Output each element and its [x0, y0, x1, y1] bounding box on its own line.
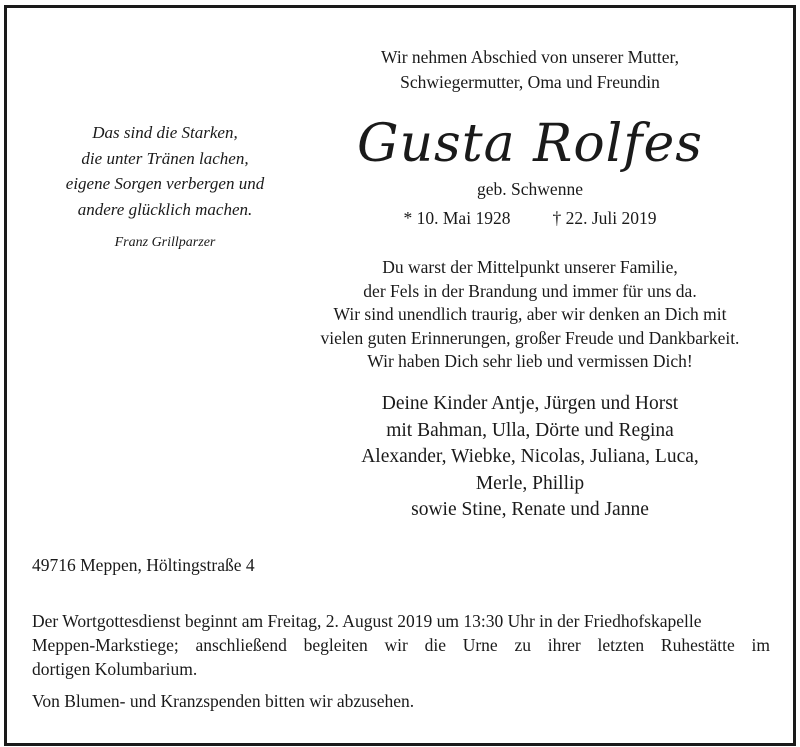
family-line: Deine Kinder Antje, Jürgen und Horst: [381, 393, 679, 414]
birth-name: geb. Schwenne: [477, 179, 583, 199]
service-info: [32, 609, 770, 681]
tribute-line: Wir sind unendlich traurig, aber wir denken an Dich mit: [333, 304, 727, 324]
service-line: Meppen-Markstiege; anschließend begleiten wir die Urne zu ihrer letzten Ruhestätte im: [32, 635, 770, 655]
tribute-line: der Fels in der Brandung und immer für uns da.: [363, 280, 697, 301]
intro-text: [330, 45, 730, 95]
deceased-name: Gusta Rolfes: [357, 114, 703, 174]
tribute-text: [270, 256, 790, 374]
address: 49716 Meppen, Höltingstraße 4: [32, 555, 255, 575]
life-dates: [330, 206, 730, 230]
family-line: sowie Stine, Renate und Janne: [411, 499, 649, 520]
family-line: Alexander, Wiebke, Nicolas, Juliana, Luca,: [361, 446, 699, 467]
family-signature: [280, 391, 780, 524]
service-line: Der Wortgottesdienst beginnt am Freitag, 2. August 2019 um 13:30 Uhr in der Friedhofskapelle: [32, 611, 702, 631]
intro-line: Wir nehmen Abschied von unserer Mutter,: [381, 47, 679, 67]
birth-date: * 10. Mai 1928: [403, 208, 511, 228]
family-line: mit Bahman, Ulla, Dörte und Regina: [386, 419, 674, 441]
quote-line: Das sind die Starken,: [92, 123, 238, 142]
death-date: † 22. Juli 2019: [552, 208, 657, 228]
intro-line: Schwiegermutter, Oma und Freundin: [400, 72, 660, 92]
quote-line: die unter Tränen lachen,: [81, 148, 249, 168]
quote-author: Franz Grillparzer: [114, 235, 216, 250]
quote-line: eigene Sorgen verbergen und: [65, 174, 265, 193]
family-line: Merle, Phillip: [475, 472, 585, 494]
tribute-line: vielen guten Erinnerungen, großer Freude und Dankbarkeit.: [320, 327, 740, 348]
service-line: dortigen Kolumbarium.: [32, 659, 198, 679]
tribute-line: Du warst der Mittelpunkt unserer Familie,: [382, 257, 678, 277]
flowers-note: Von Blumen- und Kranzspenden bitten wir abzusehen.: [32, 691, 415, 711]
tribute-line: Wir haben Dich sehr lieb und vermissen Dich!: [367, 351, 693, 371]
quote-line: andere glücklich machen.: [77, 199, 253, 219]
quote: [20, 120, 310, 222]
